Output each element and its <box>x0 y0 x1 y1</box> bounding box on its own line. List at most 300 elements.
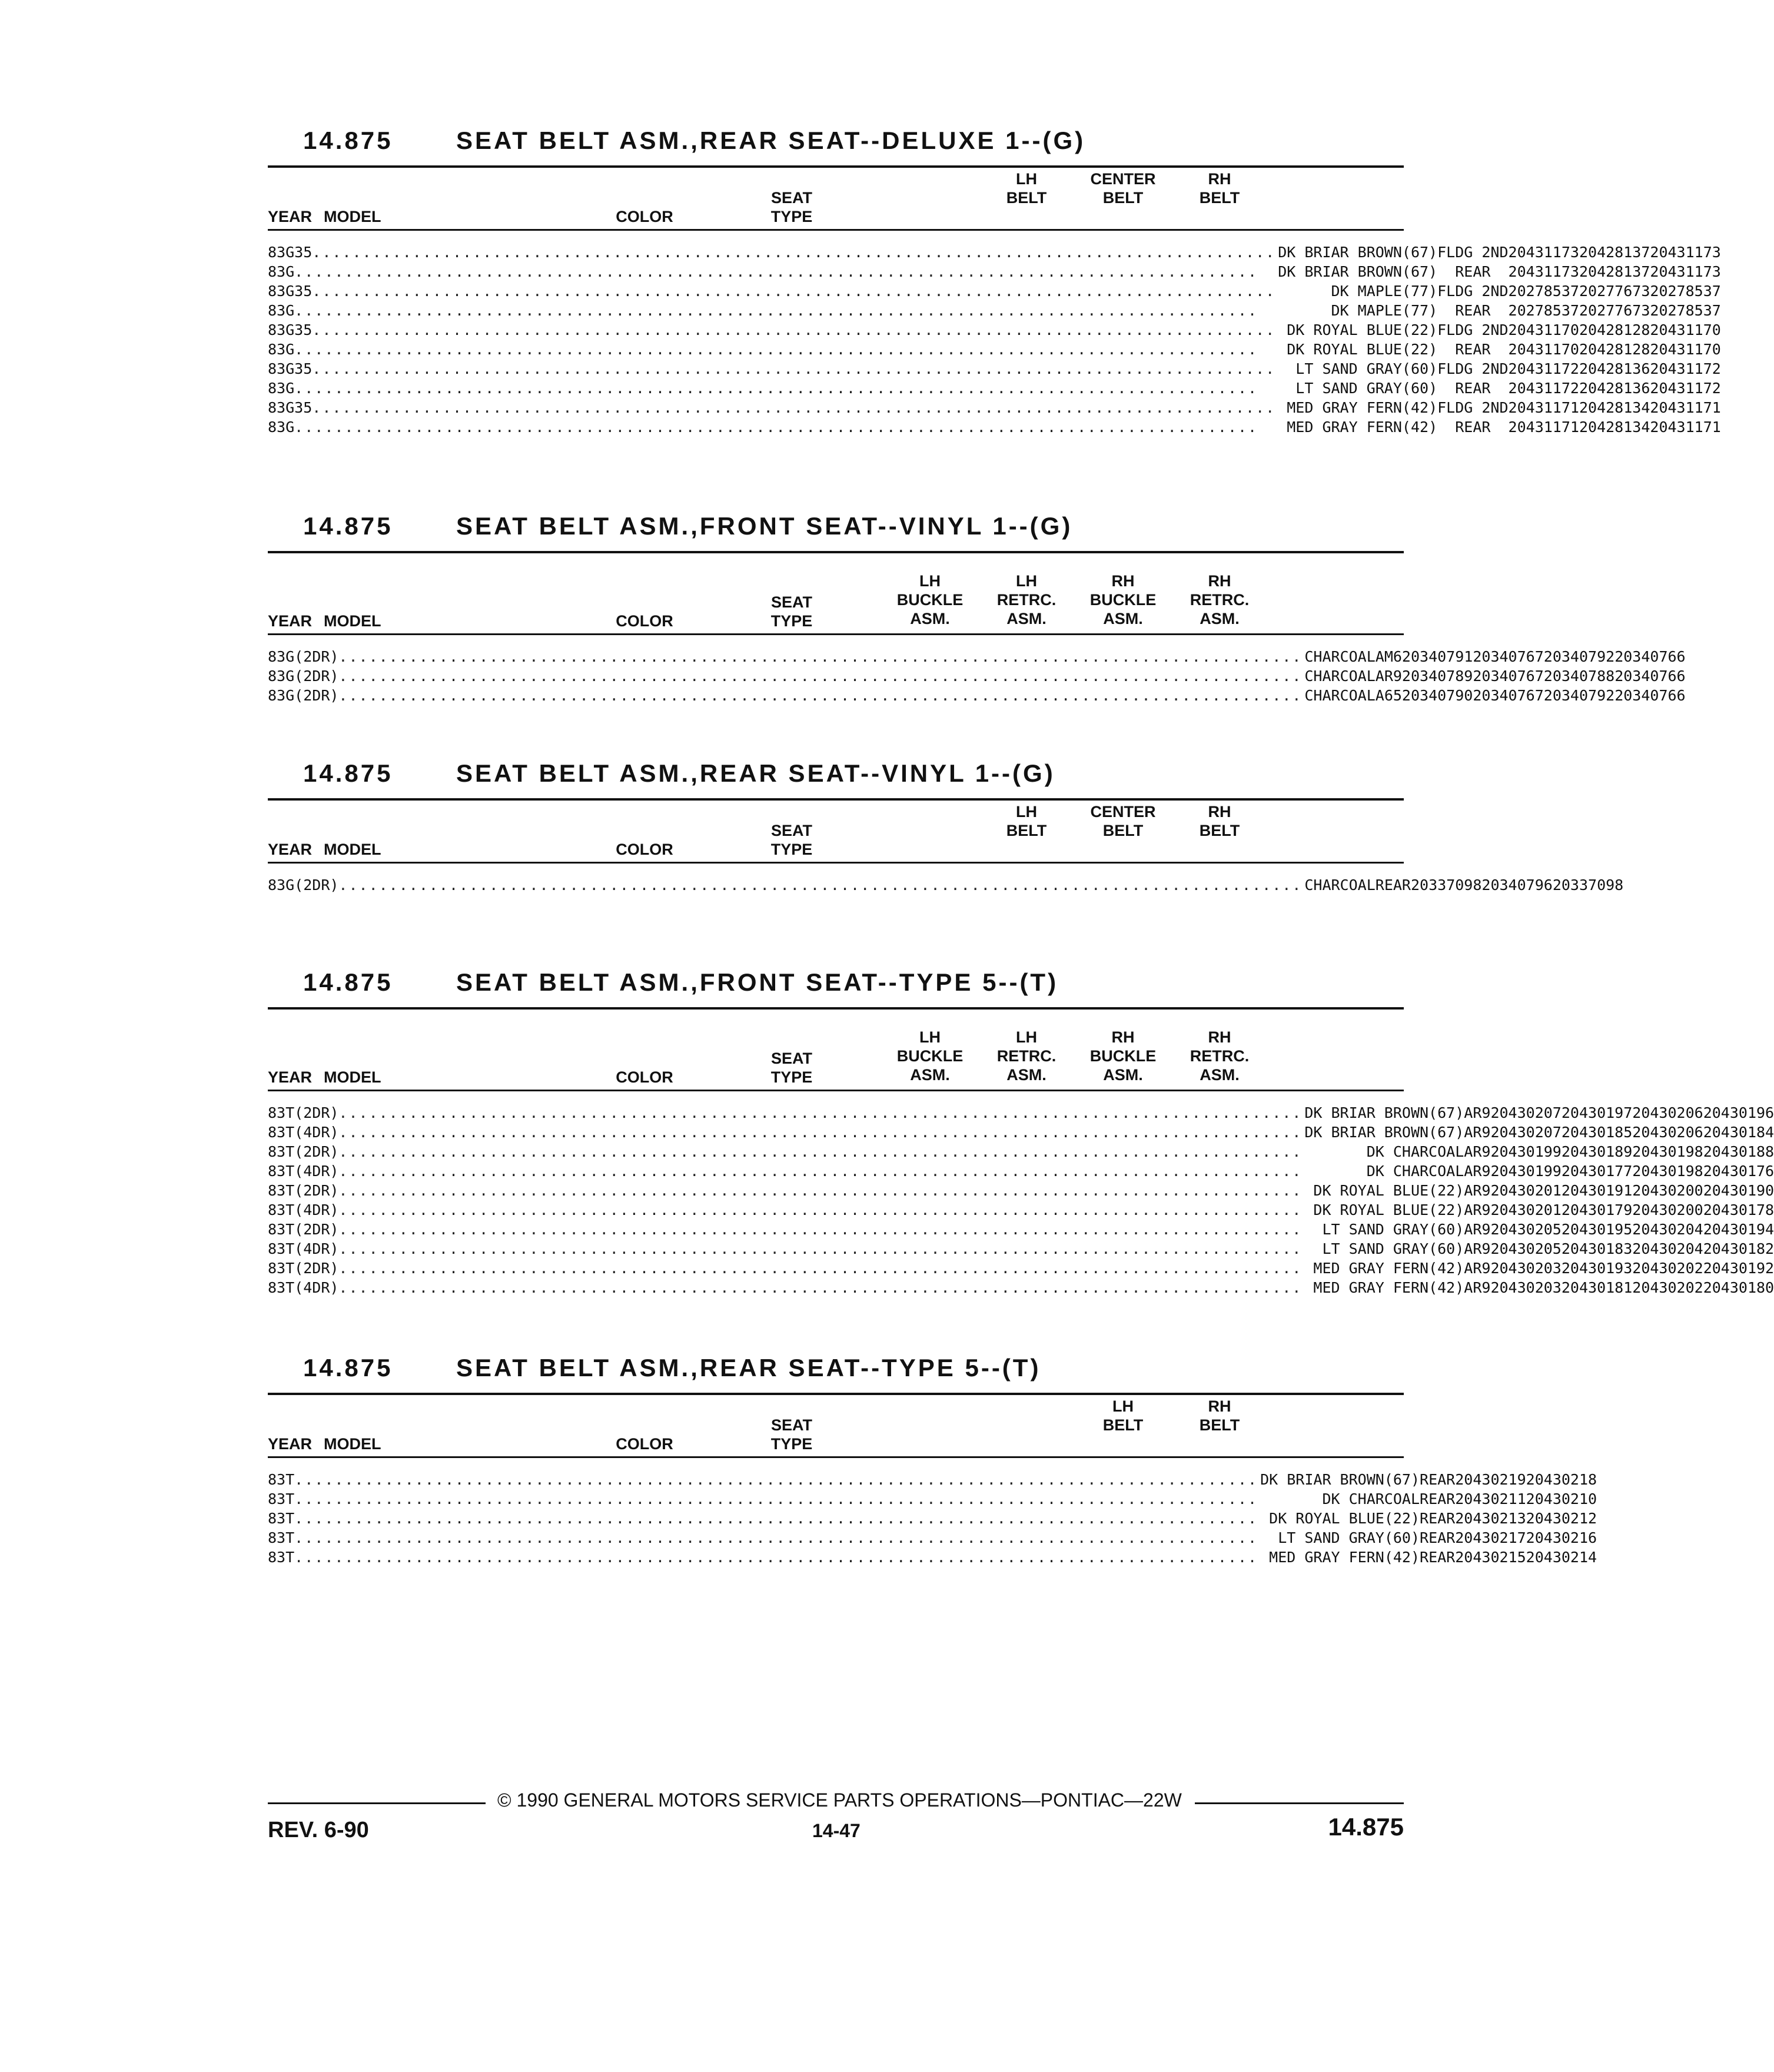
model-color-cell <box>285 1240 1464 1260</box>
part-number-cell: 20340791 <box>1401 648 1473 665</box>
color-cell: LT SAND GRAY(60) <box>1322 1221 1464 1238</box>
model-cell: G35 <box>285 360 313 377</box>
color-cell: DK MAPLE(77) <box>1331 283 1438 300</box>
part-number-cell: 20430213 <box>1455 1510 1526 1527</box>
seat-type-cell: FLDG 2ND <box>1437 399 1509 416</box>
model-color-leader <box>285 668 1376 685</box>
part-number-cell: 20430189 <box>1561 1143 1633 1160</box>
model-cell: G <box>285 263 295 280</box>
seat-type-header: SEAT <box>770 1050 813 1067</box>
model-color-cell <box>285 668 1376 687</box>
part-number-cell: 20430195 <box>1561 1221 1633 1238</box>
table-row <box>268 360 1721 380</box>
part-column-header: ASM. <box>1006 610 1047 627</box>
dot-leader <box>312 283 1328 300</box>
color-header: COLOR <box>616 1435 673 1453</box>
year-cell: 83 <box>268 321 286 338</box>
model-cell: T <box>285 1529 295 1546</box>
color-cell: DK ROYAL BLUE(22) <box>1287 341 1438 358</box>
part-column-header: ASM. <box>910 1066 950 1084</box>
seat-type-header: TYPE <box>770 612 813 630</box>
color-cell: CHARCOAL <box>1304 876 1376 894</box>
part-column-header: LH <box>1016 803 1037 821</box>
seat-type-cell: REAR <box>1455 341 1491 358</box>
part-number-cell: 20430179 <box>1561 1201 1633 1218</box>
year-cell: 83 <box>268 1163 286 1180</box>
part-number-cell: 20430193 <box>1561 1260 1633 1277</box>
parts-table <box>268 648 1686 706</box>
year-cell: 83 <box>268 1240 286 1257</box>
part-number-cell: 20430185 <box>1561 1124 1633 1141</box>
color-cell: DK BRIAR BROWN(67) <box>1260 1471 1420 1488</box>
dot-leader <box>294 1529 1275 1546</box>
color-cell: MED GRAY FERN(42) <box>1313 1279 1464 1296</box>
part-number-cell: 20278537 <box>1650 302 1721 319</box>
model-color-cell <box>285 1143 1464 1163</box>
color-cell: DK ROYAL BLUE(22) <box>1269 1510 1420 1527</box>
part-number-cell: 20430205 <box>1490 1221 1562 1238</box>
seat-type-cell: REAR <box>1420 1529 1456 1546</box>
part-number-cell: 20431171 <box>1508 399 1579 416</box>
part-number-cell: 20430184 <box>1703 1124 1774 1141</box>
dot-leader <box>294 419 1284 436</box>
part-column-header: BUCKLE <box>1089 591 1157 609</box>
color-cell: MED GRAY FERN(42) <box>1313 1260 1464 1277</box>
year-cell: 83 <box>268 1260 286 1277</box>
model-color-leader <box>285 321 1437 338</box>
part-number-cell: 20430217 <box>1455 1529 1526 1546</box>
color-cell: DK BRIAR BROWN(67) <box>1304 1124 1464 1141</box>
model-color-cell <box>285 648 1376 668</box>
column-headers <box>268 801 1404 862</box>
table-row <box>268 1471 1597 1490</box>
model-cell: T(2DR) <box>285 1143 339 1160</box>
seat-type-cell: A65 <box>1375 687 1402 704</box>
column-headers <box>268 1010 1404 1090</box>
part-number-cell: 20430200 <box>1632 1201 1703 1218</box>
year-cell: 83 <box>268 1201 286 1218</box>
color-cell: LT SAND GRAY(60) <box>1295 380 1438 397</box>
model-cell: T(2DR) <box>285 1182 339 1199</box>
model-color-leader <box>285 419 1437 436</box>
part-number-cell: 20431170 <box>1508 341 1579 358</box>
section-title: SEAT BELT ASM.,REAR SEAT--TYPE 5--(T) <box>456 1354 1041 1382</box>
table-row <box>268 687 1686 706</box>
seat-type-header: SEAT <box>770 593 813 611</box>
year-cell: 83 <box>268 283 286 300</box>
part-number-cell: 20277673 <box>1579 302 1650 319</box>
dot-leader <box>338 1104 1302 1121</box>
color-cell: CHARCOAL <box>1304 648 1376 665</box>
dot-leader <box>294 302 1328 319</box>
table-row <box>268 321 1721 341</box>
seat-type-cell: REAR <box>1420 1549 1456 1566</box>
model-color-leader <box>285 1104 1464 1121</box>
seat-type-cell: AR9 <box>1375 668 1402 685</box>
model-color-cell <box>285 1104 1464 1124</box>
dot-leader <box>338 1279 1311 1296</box>
part-column-header: LH <box>1016 170 1037 188</box>
model-color-cell <box>285 1182 1464 1201</box>
model-color-cell <box>285 244 1437 263</box>
part-number-cell: 20340792 <box>1543 687 1615 704</box>
seat-type-cell: AR9 <box>1464 1143 1491 1160</box>
model-color-leader <box>285 1529 1420 1546</box>
part-number-cell: 20428137 <box>1579 263 1650 280</box>
year-cell: 83 <box>268 1529 286 1546</box>
model-color-cell <box>285 399 1437 419</box>
catalog-section <box>268 512 1686 706</box>
model-color-leader <box>285 1549 1420 1566</box>
parts-table <box>268 1104 1774 1299</box>
part-column-header: LH <box>1016 1028 1037 1046</box>
part-number-cell: 20430211 <box>1455 1490 1526 1507</box>
table-row <box>268 1124 1774 1143</box>
model-color-cell <box>285 1124 1464 1143</box>
part-number-cell: 20428136 <box>1579 360 1650 377</box>
part-number-cell: 20430205 <box>1490 1240 1562 1257</box>
part-column-header: BELT <box>1102 822 1144 839</box>
model-cell: T(4DR) <box>285 1240 339 1257</box>
color-header: COLOR <box>616 208 673 225</box>
column-headers <box>268 168 1404 229</box>
year-header: YEAR <box>268 841 313 858</box>
color-cell: DK ROYAL BLUE(22) <box>1313 1182 1464 1199</box>
year-cell: 83 <box>268 341 286 358</box>
seat-type-header: SEAT <box>770 822 813 839</box>
table-row <box>268 341 1721 360</box>
column-headers <box>268 553 1404 633</box>
part-number-cell: 20430188 <box>1703 1143 1774 1160</box>
section-title: SEAT BELT ASM.,REAR SEAT--VINYL 1--(G) <box>456 759 1055 787</box>
year-cell: 83 <box>268 1124 286 1141</box>
seat-type-cell: AR9 <box>1464 1221 1491 1238</box>
model-color-cell <box>285 1279 1464 1299</box>
model-color-cell <box>285 302 1437 321</box>
part-number-cell: 20430180 <box>1703 1279 1774 1296</box>
dot-leader <box>338 1201 1311 1218</box>
table-row <box>268 399 1721 419</box>
section-number: 14.875 <box>303 512 393 540</box>
part-number-cell: 20430199 <box>1490 1143 1562 1160</box>
seat-type-cell: AR9 <box>1464 1182 1491 1199</box>
part-column-header: RH <box>1111 1028 1135 1046</box>
model-color-cell <box>285 360 1437 380</box>
part-number-cell: 20430201 <box>1490 1201 1562 1218</box>
model-color-cell <box>285 876 1376 896</box>
part-number-cell: 20430206 <box>1632 1124 1703 1141</box>
part-number-cell: 20430218 <box>1526 1471 1597 1488</box>
seat-type-cell: AR9 <box>1464 1163 1491 1180</box>
color-cell: DK ROYAL BLUE(22) <box>1313 1201 1464 1218</box>
year-cell: 83 <box>268 668 286 685</box>
year-header: YEAR <box>268 1435 313 1453</box>
parts-table <box>268 244 1721 438</box>
part-number-cell: 20428137 <box>1579 244 1650 261</box>
part-number-cell: 20428134 <box>1579 419 1650 436</box>
model-cell: G <box>285 419 295 436</box>
part-number-cell: 20430194 <box>1703 1221 1774 1238</box>
section-number: 14.875 <box>303 759 393 787</box>
model-cell: T(4DR) <box>285 1163 339 1180</box>
parts-table <box>268 876 1623 896</box>
dot-leader <box>338 1143 1364 1160</box>
table-row <box>268 1279 1774 1299</box>
part-column-header: ASM. <box>1103 610 1143 627</box>
part-number-cell: 20431170 <box>1508 321 1579 338</box>
part-number-cell: 20430182 <box>1703 1240 1774 1257</box>
model-color-leader <box>285 1201 1464 1218</box>
part-number-cell: 20430196 <box>1703 1104 1774 1121</box>
model-header: MODEL <box>324 1435 381 1453</box>
catalog-section <box>268 127 1721 438</box>
header-rule <box>268 633 1404 635</box>
year-cell: 83 <box>268 687 286 704</box>
model-color-leader <box>285 1510 1420 1527</box>
section-number: 14.875 <box>303 1354 393 1382</box>
seat-type-cell: REAR <box>1420 1510 1456 1527</box>
model-cell: G(2DR) <box>285 687 339 704</box>
copyright-notice: © 1990 GENERAL MOTORS SERVICE PARTS OPERATIONS—PONTIAC—22W <box>497 1789 1182 1811</box>
part-number-cell: 20430183 <box>1561 1240 1633 1257</box>
section-number: 14.875 <box>303 968 393 996</box>
model-color-cell <box>285 263 1437 283</box>
model-color-cell <box>285 1201 1464 1221</box>
part-number-cell: 20431172 <box>1508 380 1579 397</box>
model-color-cell <box>285 1221 1464 1240</box>
section-heading <box>268 512 1404 547</box>
model-cell: T(2DR) <box>285 1221 339 1238</box>
part-column-header: BUCKLE <box>896 591 964 609</box>
part-column-header: BUCKLE <box>896 1047 964 1065</box>
part-number-cell: 20431173 <box>1650 244 1721 261</box>
part-number-cell: 20431170 <box>1650 321 1721 338</box>
part-column-header: RETRC. <box>996 1047 1057 1065</box>
model-color-cell <box>285 321 1437 341</box>
color-cell: MED GRAY FERN(42) <box>1287 419 1438 436</box>
section-heading <box>268 1354 1404 1389</box>
dot-leader <box>294 380 1293 397</box>
section-title: SEAT BELT ASM.,FRONT SEAT--VINYL 1--(G) <box>456 512 1073 540</box>
part-column-header: RH <box>1208 170 1231 188</box>
table-row <box>268 876 1623 896</box>
model-color-leader <box>285 302 1437 319</box>
seat-type-cell: REAR <box>1455 380 1491 397</box>
dot-leader <box>294 263 1275 280</box>
seat-type-cell: AM6 <box>1375 648 1402 665</box>
part-number-cell: 20430212 <box>1526 1510 1597 1527</box>
model-color-leader <box>285 399 1437 416</box>
part-column-header: RH <box>1208 1028 1231 1046</box>
table-row <box>268 1260 1774 1279</box>
model-color-leader <box>285 1279 1464 1296</box>
part-column-header: BELT <box>1102 1416 1144 1434</box>
model-color-leader <box>285 648 1376 665</box>
table-row <box>268 668 1686 687</box>
table-row <box>268 302 1721 321</box>
page-footer <box>268 1789 1404 1842</box>
table-row <box>268 380 1721 399</box>
model-cell: G(2DR) <box>285 648 339 665</box>
part-number-cell: 20430215 <box>1455 1549 1526 1566</box>
page-number: 14-47 <box>812 1820 861 1841</box>
part-column-header: RH <box>1208 1397 1231 1415</box>
dot-leader <box>294 1549 1267 1566</box>
model-color-cell <box>285 341 1437 360</box>
part-number-cell: 20431171 <box>1650 399 1721 416</box>
year-cell: 83 <box>268 1279 286 1296</box>
part-column-header: CENTER <box>1090 170 1156 188</box>
part-number-cell: 20431171 <box>1508 419 1579 436</box>
model-color-cell <box>285 1471 1420 1490</box>
model-header: MODEL <box>324 208 381 225</box>
model-color-leader <box>285 1124 1464 1141</box>
color-cell: CHARCOAL <box>1304 668 1376 685</box>
model-color-leader <box>285 1221 1464 1238</box>
seat-type-cell: AR9 <box>1464 1124 1491 1141</box>
model-cell: G35 <box>285 283 313 300</box>
model-color-cell <box>285 1549 1420 1568</box>
model-color-leader <box>285 1471 1420 1488</box>
catalog-section <box>268 968 1774 1299</box>
section-heading <box>268 759 1404 795</box>
dot-leader <box>338 876 1302 894</box>
dot-leader <box>312 399 1284 416</box>
seat-type-cell: REAR <box>1455 302 1491 319</box>
model-cell: T(4DR) <box>285 1201 339 1218</box>
model-color-leader <box>285 876 1376 894</box>
dot-leader <box>338 1221 1320 1238</box>
section-title: SEAT BELT ASM.,REAR SEAT--DELUXE 1--(G) <box>456 127 1086 154</box>
model-cell: T <box>285 1510 295 1527</box>
seat-type-cell: AR9 <box>1464 1201 1491 1218</box>
section-heading <box>268 127 1404 162</box>
model-cell: G <box>285 341 295 358</box>
year-cell: 83 <box>268 1221 286 1238</box>
year-cell: 83 <box>268 399 286 416</box>
table-row <box>268 263 1721 283</box>
part-column-header: LH <box>1016 572 1037 590</box>
year-cell: 83 <box>268 302 286 319</box>
part-number-cell: 20431173 <box>1650 263 1721 280</box>
part-number-cell: 20431173 <box>1508 263 1579 280</box>
part-number-cell: 20430202 <box>1632 1260 1703 1277</box>
dot-leader <box>338 668 1302 685</box>
part-number-cell: 20430192 <box>1703 1260 1774 1277</box>
part-number-cell: 20340767 <box>1473 668 1544 685</box>
year-header: YEAR <box>268 612 313 630</box>
model-color-cell <box>285 380 1437 399</box>
seat-type-cell: FLDG 2ND <box>1437 283 1509 300</box>
column-headers <box>268 1395 1404 1456</box>
part-number-cell: 20430203 <box>1490 1279 1562 1296</box>
model-header: MODEL <box>324 1068 381 1086</box>
model-cell: T <box>285 1549 295 1566</box>
dot-leader <box>294 1471 1258 1488</box>
part-number-cell: 20431173 <box>1508 244 1579 261</box>
seat-type-header: TYPE <box>770 208 813 225</box>
year-cell: 83 <box>268 1143 286 1160</box>
dot-leader <box>294 1510 1267 1527</box>
year-cell: 83 <box>268 1471 286 1488</box>
model-color-leader <box>285 1240 1464 1257</box>
model-color-leader <box>285 283 1437 300</box>
seat-type-cell: AR9 <box>1464 1279 1491 1296</box>
model-color-cell <box>285 419 1437 438</box>
part-column-header: BELT <box>1199 822 1240 839</box>
seat-type-cell: AR9 <box>1464 1260 1491 1277</box>
part-number-cell: 20430198 <box>1632 1143 1703 1160</box>
model-color-leader <box>285 1163 1464 1180</box>
part-number-cell: 20430207 <box>1490 1104 1562 1121</box>
model-cell: T(4DR) <box>285 1279 339 1296</box>
table-row <box>268 1201 1774 1221</box>
model-cell: G35 <box>285 399 313 416</box>
model-cell: G <box>285 380 295 397</box>
color-cell: LT SAND GRAY(60) <box>1295 360 1438 377</box>
table-row <box>268 1143 1774 1163</box>
part-number-cell: 20430207 <box>1490 1124 1562 1141</box>
part-number-cell: 20428134 <box>1579 399 1650 416</box>
part-number-cell: 20430176 <box>1703 1163 1774 1180</box>
footer-rule-right <box>1195 1802 1404 1804</box>
header-rule <box>268 862 1404 864</box>
year-cell: 83 <box>268 360 286 377</box>
table-row <box>268 1529 1597 1549</box>
seat-type-cell: REAR <box>1420 1471 1456 1488</box>
year-cell: 83 <box>268 244 286 261</box>
color-cell: MED GRAY FERN(42) <box>1269 1549 1420 1566</box>
part-number-cell: 20337098 <box>1552 876 1624 894</box>
color-cell: LT SAND GRAY(60) <box>1322 1240 1464 1257</box>
dot-leader <box>338 1124 1302 1141</box>
header-rule <box>268 1456 1404 1458</box>
part-column-header: LH <box>919 572 941 590</box>
model-color-leader <box>285 1490 1420 1507</box>
part-column-header: RH <box>1111 572 1135 590</box>
color-cell: DK CHARCOAL <box>1366 1163 1464 1180</box>
parts-table <box>268 1471 1597 1568</box>
year-cell: 83 <box>268 263 286 280</box>
color-header: COLOR <box>616 1068 673 1086</box>
part-column-header: ASM. <box>1103 1066 1143 1084</box>
part-number-cell: 20430204 <box>1632 1221 1703 1238</box>
seat-type-cell: FLDG 2ND <box>1437 360 1509 377</box>
seat-type-header: SEAT <box>770 1416 813 1434</box>
part-number-cell: 20278537 <box>1650 283 1721 300</box>
part-column-header: RH <box>1208 572 1231 590</box>
part-number-cell: 20430201 <box>1490 1182 1562 1199</box>
part-column-header: RETRC. <box>1190 1047 1250 1065</box>
model-cell: G35 <box>285 321 313 338</box>
year-cell: 83 <box>268 1182 286 1199</box>
table-row <box>268 1221 1774 1240</box>
part-number-cell: 20430190 <box>1703 1182 1774 1199</box>
seat-type-cell: AR9 <box>1464 1240 1491 1257</box>
seat-type-header: SEAT <box>770 189 813 207</box>
part-number-cell: 20431172 <box>1650 360 1721 377</box>
part-number-cell: 20430199 <box>1490 1163 1562 1180</box>
part-number-cell: 20430178 <box>1703 1201 1774 1218</box>
seat-type-cell: FLDG 2ND <box>1437 244 1509 261</box>
color-header: COLOR <box>616 612 673 630</box>
seat-type-cell: FLDG 2ND <box>1437 321 1509 338</box>
model-cell: G <box>285 302 295 319</box>
model-header: MODEL <box>324 841 381 858</box>
part-number-cell: 20428128 <box>1579 321 1650 338</box>
part-number-cell: 20340767 <box>1473 648 1544 665</box>
part-column-header: LH <box>919 1028 941 1046</box>
